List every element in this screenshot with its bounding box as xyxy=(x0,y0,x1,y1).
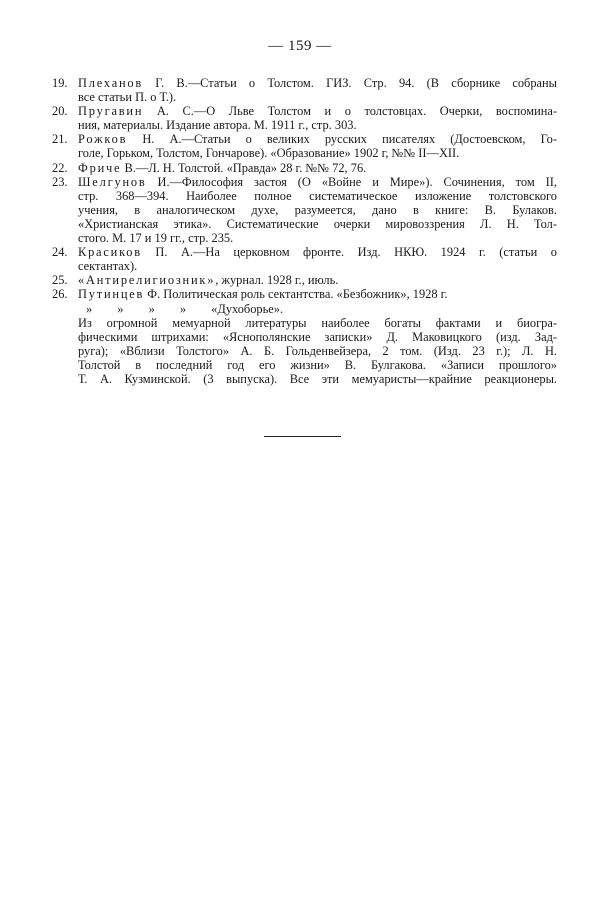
reference-number: 22. xyxy=(52,160,68,175)
reference-author: «Антирелигиозник» xyxy=(78,273,216,288)
reference-author: Пругавин xyxy=(78,104,144,119)
memoir-line: Из огромной мемуарной литературы наиболее богаты фактами и биогра- xyxy=(78,315,557,330)
reference-title: И.—Философия застоя (О «Войне и Мире»). Сочинения, том II, xyxy=(146,174,557,189)
reference-title: , журнал. 1928 г., июль. xyxy=(215,273,339,288)
reference-line: сектантах). xyxy=(78,259,138,274)
memoir-line: руга); «Вблизи Толстого» А. Б. Гольденвейзера, 2 том. (Изд. 23 г.); Л. Н. xyxy=(78,343,557,358)
reference-item-23 xyxy=(52,175,557,245)
reference-line xyxy=(78,132,557,146)
reference-author: Путинцев xyxy=(78,287,145,302)
reference-number: 19. xyxy=(52,76,68,90)
reference-number: 20. xyxy=(52,104,68,119)
reference-number: 23. xyxy=(52,174,68,189)
reference-text xyxy=(78,273,557,287)
reference-text xyxy=(78,287,557,315)
reference-line xyxy=(78,161,557,175)
reference-list xyxy=(52,76,557,386)
reference-line: голе, Горьком, Толстом, Гончарове). «Образование» 1902 г, №№ II—XII. xyxy=(78,146,460,161)
reference-text xyxy=(78,245,557,273)
reference-title: Н. А.—Статьи о великих русских писателях (Достоевском, Го- xyxy=(127,132,557,147)
reference-author: Плеханов xyxy=(78,76,144,90)
reference-item-26 xyxy=(52,287,557,315)
reference-number: 26. xyxy=(52,287,68,302)
reference-number: 21. xyxy=(52,132,68,147)
page-number: — 159 — xyxy=(268,38,332,54)
reference-text xyxy=(78,132,557,160)
reference-text xyxy=(78,104,557,132)
reference-line: ния, материалы. Издание автора. М. 1911 г., стр. 303. xyxy=(78,118,357,133)
reference-line: учения, в аналогическом духе, разумеется, дано в книге: В. Булаков. xyxy=(78,202,557,217)
reference-number: 25. xyxy=(52,273,68,288)
reference-line: «Христианская этика». Систематические очерки мировоззрения Л. Н. Тол- xyxy=(78,216,557,231)
reference-item-21 xyxy=(52,132,557,160)
reference-text xyxy=(78,175,557,245)
reference-author: Красиков xyxy=(78,245,142,260)
reference-line xyxy=(78,273,557,287)
reference-title: А. С.—О Льве Толстом и о толстовцах. Очерки, воспомина- xyxy=(143,104,557,119)
section-divider xyxy=(264,436,341,437)
reference-number: 24. xyxy=(52,245,68,260)
reference-text xyxy=(78,76,557,104)
reference-author: Фриче xyxy=(78,160,122,175)
reference-author: Рожков xyxy=(78,132,128,147)
reference-line: стр. 368—394. Наиболее полное систематическое изложение толстовского xyxy=(78,188,557,203)
reference-item-20 xyxy=(52,104,557,132)
reference-line xyxy=(78,175,557,189)
reference-line xyxy=(78,104,557,118)
reference-item-22 xyxy=(52,161,557,175)
memoir-line: Толстой в последний год его жизни» В. Булгакова. «Записи прошлого» xyxy=(78,357,557,372)
reference-title: В.—Л. Н. Толстой. «Правда» 28 г. №№ 72, 76. xyxy=(121,160,367,175)
reference-line xyxy=(78,76,557,90)
reference-line: стого. М. 17 и 19 гг., стр. 235. xyxy=(78,231,234,246)
reference-title: П. А.—На церковном фронте. Изд. НКЮ. 1924 г. (статьи о xyxy=(141,245,557,260)
reference-line xyxy=(78,287,557,301)
reference-title: Ф. Политическая роль сектантства. «Безбожник», 1928 г. xyxy=(144,287,448,302)
memoir-paragraph xyxy=(52,316,557,386)
reference-line xyxy=(78,245,557,259)
reference-text xyxy=(78,161,557,175)
reference-item-25 xyxy=(52,273,557,287)
reference-line: все статьи П. о Т.). xyxy=(78,90,177,105)
reference-item-19 xyxy=(52,76,557,104)
ditto-line: » » » » «Духоборье». xyxy=(86,301,284,316)
reference-title: Г. В.—Статьи о Толстом. ГИЗ. Стр. 94. (В сборнике собраны xyxy=(143,76,557,90)
memoir-line: фическими штрихами: «Яснополянские записки» Д. Маковицкого (изд. Зад- xyxy=(78,329,557,344)
reference-item-24 xyxy=(52,245,557,273)
reference-author: Шелгунов xyxy=(78,174,147,189)
memoir-line: Т. А. Кузминской. (3 выпуска). Все эти мемуаристы—крайние реакционеры. xyxy=(78,371,557,386)
